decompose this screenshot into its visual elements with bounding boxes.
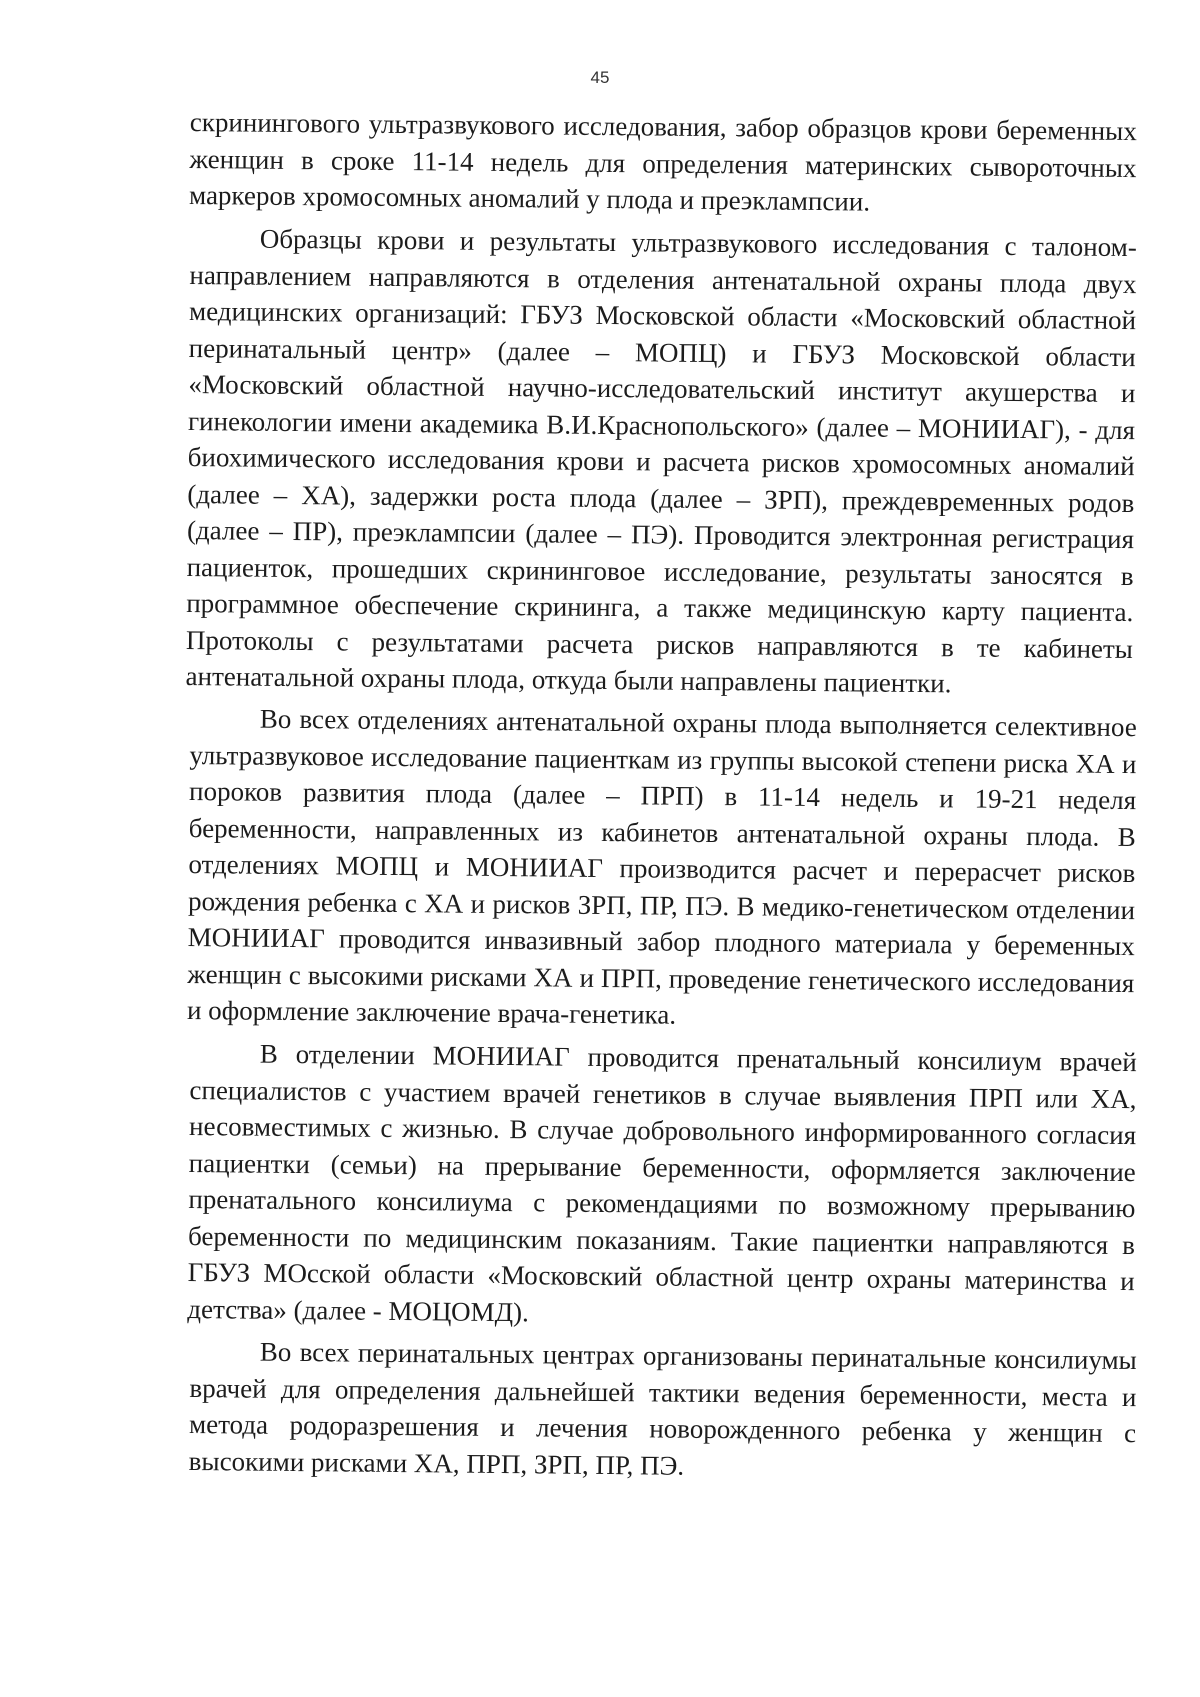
paragraph-4: В отделении МОНИИАГ проводится пренатальный консилиум врачей специалистов с участием врачей генетиков в случае выявления ПРП или ХА, несовместимых с жизнью. В случае добровольного информированного согласия пациентки (семьи) на прерывание беременности, оформляется заключение пренатального консилиума с рекомендациями по возможному прерыванию беременности по медицинским показаниям. Такие пациентки направляются в ГБУЗ МОсской области «Московский областной центр охраны материнства и детства» (далее - МОЦОМД).	[187, 1038, 1137, 1327]
page-number: 45	[590, 68, 610, 87]
paragraph-3: Во всех отделениях антенатальной охраны плода выполняется селективное ультразвуковое исследование пациенткам из группы высокой степени риска ХА и пороков развития плода (далее – ПРП) в 11-14 недель и 19-21 неделя беременности, направленных из кабинетов антенатальной охраны плода. В отделениях МОПЦ и МОНИИАГ производится расчет и перерасчет рисков рождения ребенка с ХА и рисков ЗРП, ПР, ПЭ. В медико-генетическом отделении МОНИИАГ проводится инвазивный забор плодного материала у беременных женщин с высокими рисками ХА и ПРП, проведение генетического исследования и оформление заключение врача-генетика.	[186, 703, 1137, 1030]
paragraph-1: скринингового ультразвукового исследования, забор образцов крови беременных женщин в сроке 11-14 недель для определения материнских сывороточных маркеров хромосомных аномалий у плода и преэклампсии.	[188, 106, 1137, 217]
paragraph-5: Во всех перинатальных центрах организованы перинатальные консилиумы врачей для определения дальнейшей тактики ведения беременности, места и метода родоразрешения и лечения новорожденного ребенка у женщин с высокими рисками ХА, ПРП, ЗРП, ПР, ПЭ.	[188, 1336, 1137, 1480]
document-body	[185, 104, 1137, 1485]
paragraph-2: Образцы крови и результаты ультразвукового исследования с талоном-направлением направляются в отделения антенатальной охраны плода двух медицинских организаций: ГБУЗ Московской области «Московский областной перинатальный центр» (далее – МОПЦ) и ГБУЗ Московской области «Московский областной научно-исследовательский институт акушерства и гинекологии имени академика В.И.Краснопольского» (далее – МОНИИАГ), - для биохимического исследования крови и расчета рисков хромосомных аномалий (далее – ХА), задержки роста плода (далее – ЗРП), преждевременных родов (далее – ПР), преэклампсии (далее – ПЭ). Проводится электронная регистрация пациенток, прошедших скрининговое исследование, результаты заносятся в программное обеспечение скрининга, а также медицинскую карту пациента. Протоколы с результатами расчета рисков направляются в те кабинеты антенатальной охраны плода, откуда были направлены пациентки.	[185, 223, 1137, 698]
